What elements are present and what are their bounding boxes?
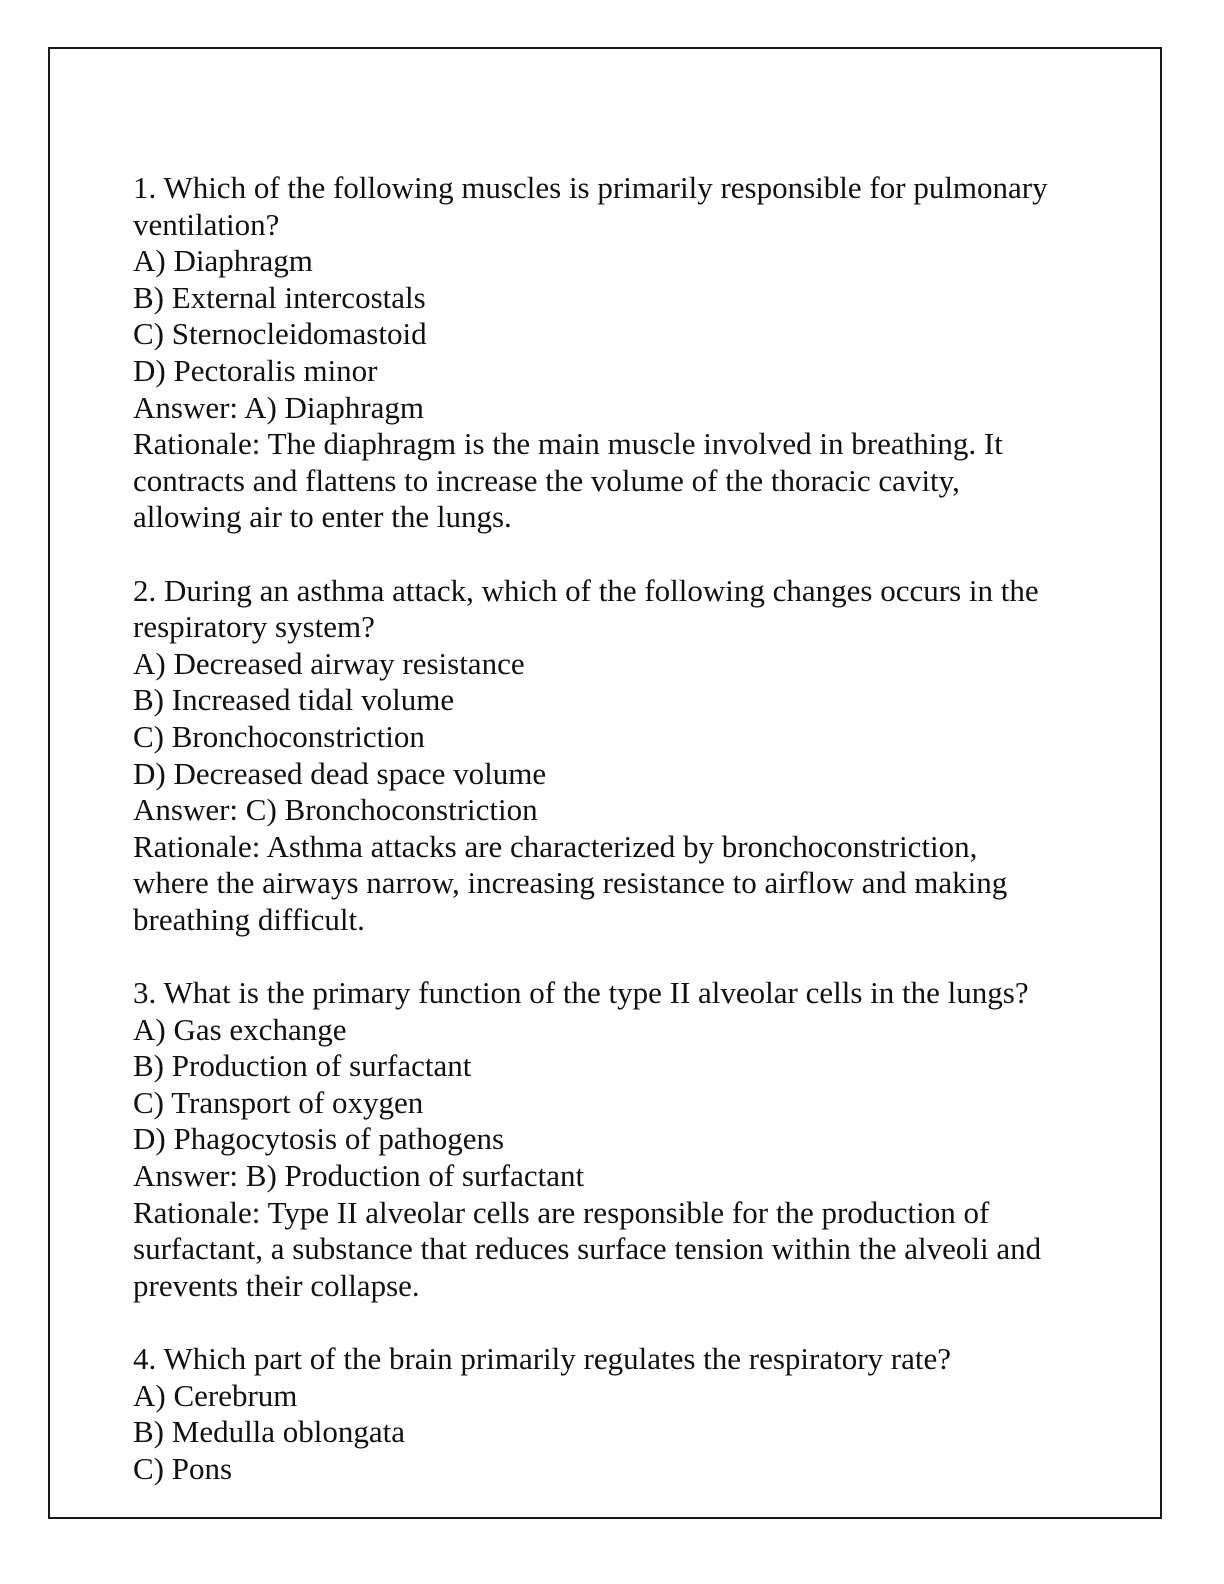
question-2-rationale-line-1: Rationale: Asthma attacks are characterized by bronchoconstriction, <box>133 828 978 864</box>
question-1-rationale-line-1: Rationale: The diaphragm is the main muscle involved in breathing. It <box>133 426 1003 462</box>
question-1-option-c: C) Sternocleidomastoid <box>133 316 427 352</box>
question-2-option-c: C) Bronchoconstriction <box>133 718 425 754</box>
question-1-rationale-line-2: contracts and flattens to increase the volume of the thoracic cavity, <box>133 462 960 498</box>
document-body <box>133 170 1093 1524</box>
question-3-rationale-line-3: prevents their collapse. <box>133 1267 420 1303</box>
question-1 <box>133 170 1093 536</box>
question-3-rationale-line-2: surfactant, a substance that reduces surface tension within the alveoli and <box>133 1231 1042 1267</box>
question-3-rationale-line-1: Rationale: Type II alveolar cells are responsible for the production of <box>133 1194 990 1230</box>
question-2-answer: Answer: C) Bronchoconstriction <box>133 792 538 828</box>
question-1-stem-line-1: 1. Which of the following muscles is primarily responsible for pulmonary <box>133 170 1048 205</box>
question-3-option-c: C) Transport of oxygen <box>133 1084 424 1120</box>
question-4 <box>133 1341 1093 1487</box>
question-1-option-d: D) Pectoralis minor <box>133 352 378 388</box>
question-3-stem-line-1: 3. What is the primary function of the type II alveolar cells in the lungs? <box>133 975 1029 1011</box>
question-3-answer: Answer: B) Production of surfactant <box>133 1158 585 1194</box>
question-2-option-a: A) Decreased airway resistance <box>133 645 525 681</box>
question-3-option-d: D) Phagocytosis of pathogens <box>133 1121 505 1157</box>
question-2-stem-line-1: 2. During an asthma attack, which of the following changes occurs in the <box>133 572 1039 608</box>
question-2-rationale-line-2: where the airways narrow, increasing resistance to airflow and making <box>133 865 1008 901</box>
question-2 <box>133 573 1093 939</box>
question-2-rationale-line-3: breathing difficult. <box>133 901 365 937</box>
question-3-option-a: A) Gas exchange <box>133 1011 347 1047</box>
question-1-answer: Answer: A) Diaphragm <box>133 389 424 425</box>
question-1-stem-line-2: ventilation? <box>133 206 280 242</box>
question-3 <box>133 975 1093 1304</box>
question-2-stem-line-2: respiratory system? <box>133 609 375 645</box>
question-4-stem-line-1: 4. Which part of the brain primarily regulates the respiratory rate? <box>133 1341 952 1376</box>
question-3-option-b: B) Production of surfactant <box>133 1048 472 1084</box>
question-4-option-c: C) Pons <box>133 1450 233 1486</box>
question-2-option-b: B) Increased tidal volume <box>133 682 455 718</box>
question-4-option-b: B) Medulla oblongata <box>133 1414 406 1450</box>
question-1-rationale-line-3: allowing air to enter the lungs. <box>133 499 512 535</box>
question-2-option-d: D) Decreased dead space volume <box>133 755 547 791</box>
question-1-option-b: B) External intercostals <box>133 279 426 315</box>
question-4-option-a: A) Cerebrum <box>133 1377 298 1413</box>
question-1-option-a: A) Diaphragm <box>133 243 313 279</box>
